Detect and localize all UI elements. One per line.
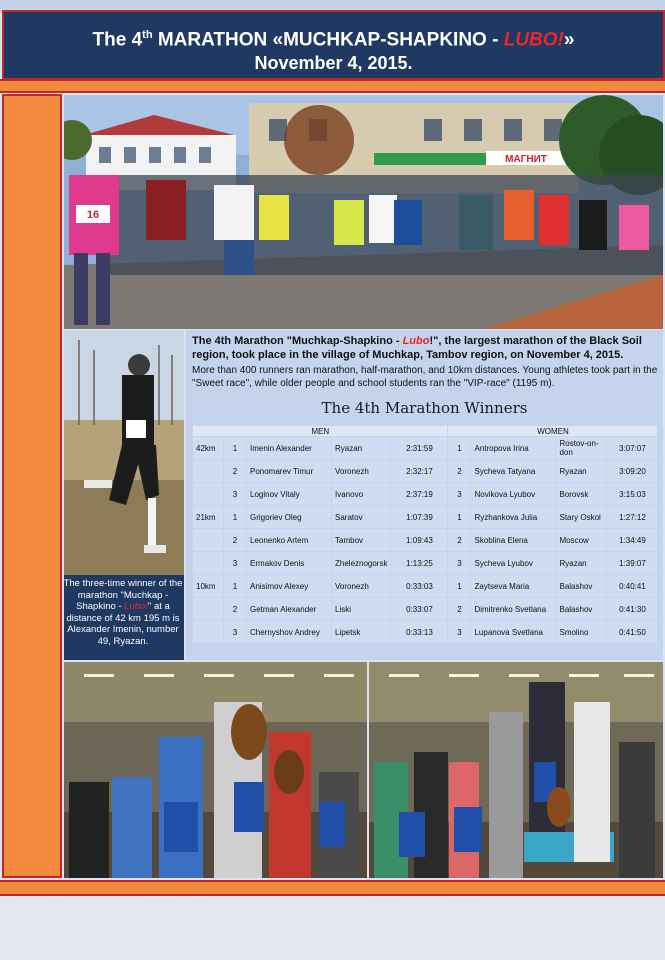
table-cell-wc: Balashov: [556, 598, 606, 620]
table-cell-mp: 1: [224, 437, 246, 459]
table-cell-wn: Lupanova Svetlana: [471, 621, 555, 643]
table-cell-mn: Ermakov Denis: [247, 552, 331, 574]
table-cell-mc: Tambov: [332, 529, 390, 551]
table-cell-wn: Zaytseva Maria: [471, 575, 555, 597]
page-title: The 4th MARATHON «MUCHKAP-SHAPKINO - LUBO!»: [92, 29, 575, 51]
table-cell-dist: 10km: [193, 575, 223, 597]
table-cell-mt: 1:09:43: [391, 529, 447, 551]
table-cell-mn: Loginov Vitaly: [247, 483, 331, 505]
table-cell-wc: Borovsk: [556, 483, 606, 505]
table-cell-wc: Smolino: [556, 621, 606, 643]
table-cell-dist: [193, 529, 223, 551]
table-cell-wp: 2: [448, 529, 470, 551]
table-row: [193, 437, 657, 459]
table-cell-mp: 2: [224, 598, 246, 620]
table-cell-dist: [193, 483, 223, 505]
top-band: [0, 0, 665, 10]
table-cell-wp: 2: [448, 598, 470, 620]
table-cell-mt: 0:33:07: [391, 598, 447, 620]
table-cell-wt: 3:07:07: [607, 437, 657, 459]
men-header: MEN: [193, 426, 447, 436]
left-decor-strip: [2, 94, 62, 878]
table-cell-mt: 1:07:39: [391, 506, 447, 528]
table-cell-wc: Rostov-on-don: [556, 437, 606, 459]
bottom-band: [0, 896, 665, 960]
table-cell-mn: Chernyshov Andrey: [247, 621, 331, 643]
table-row: [193, 598, 657, 620]
table-cell-wp: 1: [448, 437, 470, 459]
table-cell-mt: 2:32:17: [391, 460, 447, 482]
table-cell-mn: Getman Alexander: [247, 598, 331, 620]
table-cell-mc: Voronezh: [332, 460, 390, 482]
table-cell-dist: 21km: [193, 506, 223, 528]
table-cell-wn: Sycheva Tatyana: [471, 460, 555, 482]
table-cell-mc: Zheleznogorsk: [332, 552, 390, 574]
table-row: [193, 552, 657, 574]
table-cell-mn: Anisimov Alexey: [247, 575, 331, 597]
table-cell-wt: 0:40:41: [607, 575, 657, 597]
table-row: [193, 575, 657, 597]
table-cell-wc: Moscow: [556, 529, 606, 551]
table-cell-wt: 1:27:12: [607, 506, 657, 528]
table-row: [193, 506, 657, 528]
table-row: [193, 483, 657, 505]
table-cell-mt: 2:31:59: [391, 437, 447, 459]
table-cell-wn: Sycheva Lyubov: [471, 552, 555, 574]
runner-bib-number: 16: [86, 209, 100, 221]
table-cell-mp: 1: [224, 575, 246, 597]
intro-text: More than 400 runners ran marathon, half-marathon, and 10km distances. Young athletes took part in the "Sweet race", while older people and school students ran the "VIP-race" (1195 m).: [192, 365, 658, 389]
table-cell-mt: 0:33:13: [391, 621, 447, 643]
table-cell-wp: 3: [448, 552, 470, 574]
table-cell-mp: 3: [224, 483, 246, 505]
women-header: WOMEN: [448, 426, 657, 436]
page-date: November 4, 2015.: [254, 53, 413, 74]
table-cell-wc: Balashov: [556, 575, 606, 597]
table-cell-mc: Voronezh: [332, 575, 390, 597]
table-cell-wn: Novikova Lyubov: [471, 483, 555, 505]
runner-caption: The three-time winner of the marathon "Muchkap - Shapkino - Lubo!" at a distance of 42 km 195 m is Alexander Imenin, number 49, Ryazan.: [63, 578, 183, 647]
table-cell-mt: 0:33:03: [391, 575, 447, 597]
table-cell-wt: 3:15:03: [607, 483, 657, 505]
table-cell-wn: Skoblina Elena: [471, 529, 555, 551]
header-divider: [0, 79, 665, 93]
table-row: [193, 529, 657, 551]
table-cell-wp: 2: [448, 460, 470, 482]
table-cell-mn: Ponomarev Timur: [247, 460, 331, 482]
table-cell-wc: Ryazan: [556, 552, 606, 574]
table-row: [193, 621, 657, 643]
table-cell-mt: 2:37:19: [391, 483, 447, 505]
table-title: The 4th Marathon Winners: [321, 399, 528, 417]
table-row: [193, 460, 657, 482]
table-cell-mn: Leonenko Artem: [247, 529, 331, 551]
race-start-photo: [64, 95, 663, 329]
table-cell-mp: 3: [224, 621, 246, 643]
table-cell-dist: [193, 552, 223, 574]
table-cell-mp: 3: [224, 552, 246, 574]
table-cell-wt: 0:41:30: [607, 598, 657, 620]
table-cell-mp: 1: [224, 506, 246, 528]
table-cell-wp: 3: [448, 483, 470, 505]
table-cell-wt: 1:39:07: [607, 552, 657, 574]
table-cell-mn: Imenin Alexander: [247, 437, 331, 459]
table-cell-dist: [193, 621, 223, 643]
table-cell-wp: 1: [448, 575, 470, 597]
page-header: [2, 10, 665, 80]
table-cell-mn: Grigoriev Oleg: [247, 506, 331, 528]
table-cell-mc: Ryazan: [332, 437, 390, 459]
table-cell-wp: 3: [448, 621, 470, 643]
table-cell-dist: [193, 598, 223, 620]
women-podium-photo: [369, 662, 663, 878]
results-content: [186, 330, 663, 660]
intro-bold: The 4th Marathon "Muchkap-Shapkino - Lubo!", the largest marathon of the Black Soil region, took place in the village of Muchkap, Tambov region, on November 4, 2015.: [192, 335, 642, 361]
table-cell-mc: Lipetsk: [332, 621, 390, 643]
winners-table: [192, 425, 658, 644]
men-podium-photo: [64, 662, 367, 878]
table-cell-mc: Ivanovo: [332, 483, 390, 505]
store-sign: МАГНИТ: [505, 154, 547, 165]
table-cell-mp: 2: [224, 529, 246, 551]
table-cell-wn: Antropova Irina: [471, 437, 555, 459]
table-cell-wn: Dimitrenko Svetlana: [471, 598, 555, 620]
table-cell-wc: Ryazan: [556, 460, 606, 482]
table-cell-wn: Ryzhankova Julia: [471, 506, 555, 528]
table-cell-dist: [193, 460, 223, 482]
table-cell-wc: Stary Oskol: [556, 506, 606, 528]
table-cell-wt: 3:09:20: [607, 460, 657, 482]
table-cell-wt: 0:41:50: [607, 621, 657, 643]
table-cell-mc: Liski: [332, 598, 390, 620]
table-cell-wp: 1: [448, 506, 470, 528]
table-cell-wt: 1:34:49: [607, 529, 657, 551]
table-cell-dist: 42km: [193, 437, 223, 459]
table-cell-mt: 1:13:25: [391, 552, 447, 574]
footer-divider: [0, 880, 665, 896]
table-cell-mp: 2: [224, 460, 246, 482]
table-cell-mc: Saratov: [332, 506, 390, 528]
